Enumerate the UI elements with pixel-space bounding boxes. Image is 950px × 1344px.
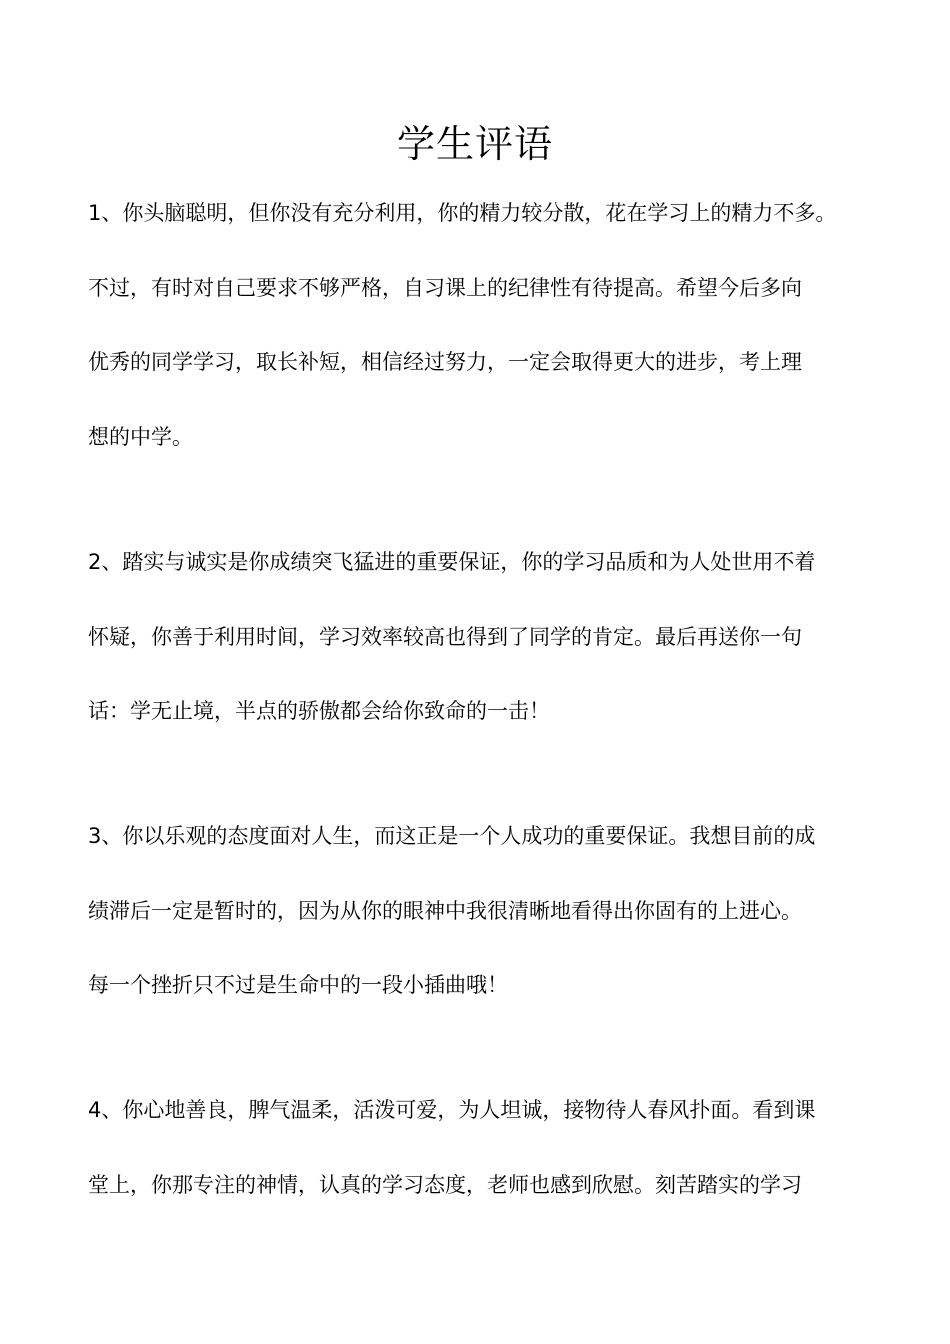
- comment-paragraph-2: [88, 525, 878, 749]
- paragraph-line: 1、你头脑聪明，但你没有充分利用，你的精力较分散，花在学习上的精力不多。: [88, 201, 837, 225]
- paragraph-line: 4、你心地善良，脾气温柔，活泼可爱，为人坦诚，接物待人春风扑面。看到课: [88, 1098, 816, 1122]
- paragraph-line: 3、你以乐观的态度面对人生，而这正是一个人成功的重要保证。我想目前的成: [88, 824, 816, 848]
- paragraph-line: 2、踏实与诚实是你成绩突飞猛进的重要保证，你的学习品质和为人处世用不着: [88, 550, 816, 574]
- paragraph-line: 优秀的同学学习，取长补短，相信经过努力，一定会取得更大的进步，考上理: [88, 350, 802, 374]
- paragraph-line: 绩滞后一定是暂时的，因为从你的眼神中我很清晰地看得出你固有的上进心。: [88, 898, 802, 923]
- comment-paragraph-4: [88, 1073, 878, 1222]
- comment-paragraph-3: [88, 799, 878, 1023]
- comment-paragraph-1: [88, 176, 878, 474]
- paragraph-line: 想的中学。: [88, 424, 193, 449]
- paragraph-line: 怀疑，你善于利用时间，学习效率较高也得到了同学的肯定。最后再送你一句: [88, 624, 802, 649]
- paragraph-line: 堂上，你那专注的神情，认真的学习态度，老师也感到欣慰。刻苦踏实的学习: [88, 1172, 802, 1197]
- page-title: 学生评语: [396, 122, 553, 166]
- paragraph-line: 不过，有时对自己要求不够严格，自习课上的纪律性有待提高。希望今后多向: [88, 275, 802, 300]
- paragraph-line: 话：学无止境，半点的骄傲都会给你致命的一击！: [88, 699, 550, 723]
- paragraph-line: 每一个挫折只不过是生命中的一段小插曲哦！: [88, 973, 508, 997]
